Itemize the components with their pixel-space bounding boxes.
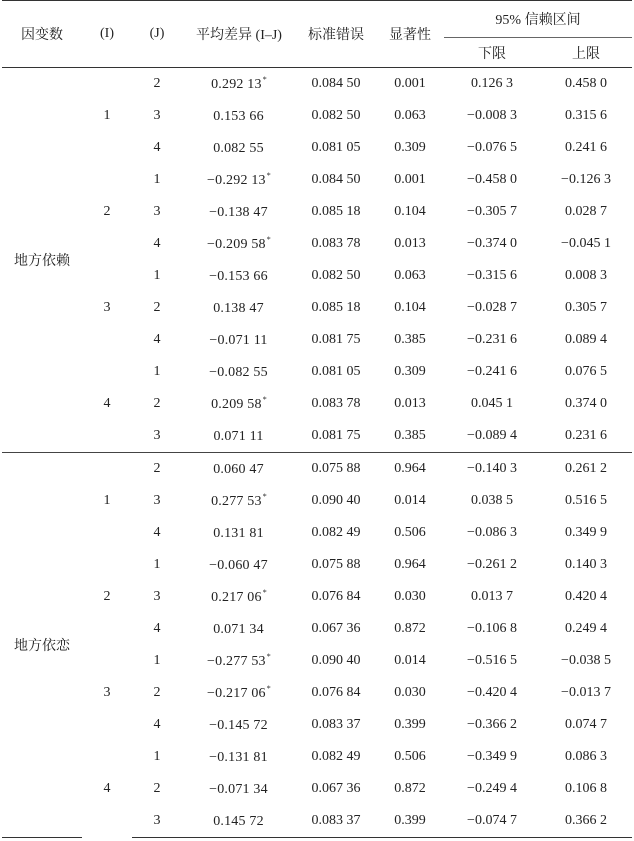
cell-standard-error: 0.075 88 <box>296 453 376 486</box>
cell-j: 4 <box>153 717 161 732</box>
cell-j: 3 <box>153 589 161 604</box>
group-i-label: 1 <box>103 108 111 123</box>
cell-mean-difference <box>182 517 296 549</box>
cell-lower-bound: −0.249 4 <box>467 781 517 796</box>
cell-significance: 0.014 <box>394 653 426 668</box>
significance-star: * <box>262 492 267 501</box>
cell-mean-difference <box>182 356 296 388</box>
cell-significance: 0.506 <box>394 525 426 540</box>
mean-difference-value: 0.292 13 <box>211 77 262 92</box>
table-body <box>2 68 632 838</box>
cell-j: 2 <box>153 300 161 315</box>
cell-lower-bound: −0.315 6 <box>467 268 517 283</box>
cell-upper-bound: 0.349 9 <box>565 525 607 540</box>
cell-lower-bound: −0.261 2 <box>467 557 517 572</box>
cell-standard-error: 0.090 40 <box>311 653 361 668</box>
table-row <box>2 549 632 581</box>
cell-standard-error: 0.081 75 <box>311 332 361 347</box>
cell-standard-error: 0.082 50 <box>311 268 361 283</box>
mean-difference-value: 0.071 11 <box>213 429 264 444</box>
cell-mean-difference <box>182 453 296 486</box>
cell-significance: 0.385 <box>394 332 426 347</box>
cell-j: 3 <box>153 428 161 443</box>
mean-difference-value: −0.292 13 <box>207 173 266 188</box>
mean-difference-value: −0.138 47 <box>209 205 268 220</box>
cell-upper-bound: 0.305 7 <box>565 300 607 315</box>
cell-lower-bound: −0.305 7 <box>467 204 517 219</box>
cell-standard-error: 0.090 40 <box>311 493 361 508</box>
cell-standard-error: 0.082 49 <box>311 525 361 540</box>
cell-lower-bound: −0.420 4 <box>467 685 517 700</box>
cell-standard-error: 0.076 84 <box>311 685 361 700</box>
mean-difference-value: 0.071 34 <box>213 622 264 637</box>
mean-difference-value: −0.217 06 <box>207 686 266 701</box>
cell-significance: 0.309 <box>394 140 426 155</box>
cell-mean-difference <box>182 388 296 420</box>
mean-difference-value: 0.209 58 <box>211 397 262 412</box>
table-row <box>2 68 632 101</box>
cell-j: 3 <box>153 108 161 123</box>
cell-mean-difference <box>182 196 296 228</box>
cell-standard-error: 0.081 75 <box>311 428 361 443</box>
significance-star: * <box>266 684 271 693</box>
cell-significance: 0.063 <box>394 268 426 283</box>
cell-mean-difference <box>182 292 296 324</box>
mean-difference-value: 0.060 47 <box>213 462 264 477</box>
cell-lower-bound: −0.231 6 <box>467 332 517 347</box>
cell-j: 4 <box>153 621 161 636</box>
dependent-variable-label: 地方依赖 <box>14 254 70 269</box>
cell-mean-difference <box>182 420 296 453</box>
mean-difference-value: 0.217 06 <box>211 590 262 605</box>
cell-j: 2 <box>153 396 161 411</box>
cell-significance: 0.964 <box>376 453 444 486</box>
cell-upper-bound: 0.231 6 <box>565 428 607 443</box>
cell-lower-bound: −0.076 5 <box>467 140 517 155</box>
cell-standard-error: 0.085 18 <box>311 204 361 219</box>
cell-j: 3 <box>153 204 161 219</box>
table-row <box>2 645 632 677</box>
mean-difference-value: 0.277 53 <box>211 494 262 509</box>
mean-difference-value: 0.145 72 <box>213 814 264 829</box>
cell-lower-bound: −0.349 9 <box>467 749 517 764</box>
cell-significance: 0.385 <box>394 428 426 443</box>
cell-standard-error: 0.085 18 <box>311 300 361 315</box>
cell-significance: 0.399 <box>394 717 426 732</box>
cell-mean-difference <box>182 260 296 292</box>
cell-significance: 0.506 <box>394 749 426 764</box>
mean-difference-value: −0.060 47 <box>209 558 268 573</box>
mean-difference-value: −0.153 66 <box>209 269 268 284</box>
cell-upper-bound: 0.074 7 <box>565 717 607 732</box>
cell-j: 2 <box>132 453 182 486</box>
cell-lower-bound: −0.458 0 <box>467 172 517 187</box>
cell-significance: 0.063 <box>394 108 426 123</box>
cell-standard-error: 0.081 05 <box>311 140 361 155</box>
cell-mean-difference <box>182 100 296 132</box>
table-row <box>2 260 632 292</box>
cell-mean-difference <box>182 613 296 645</box>
cell-upper-bound: 0.374 0 <box>565 396 607 411</box>
dependent-variable-label: 地方依恋 <box>2 453 82 838</box>
mean-difference-value: −0.071 34 <box>209 782 268 797</box>
header-significance: 显著性 <box>376 1 444 68</box>
cell-j: 1 <box>153 172 161 187</box>
cell-significance: 0.001 <box>394 172 426 187</box>
cell-mean-difference <box>182 645 296 677</box>
cell-upper-bound: −0.038 5 <box>561 653 611 668</box>
group-i-label: 4 <box>103 396 111 411</box>
cell-standard-error: 0.067 36 <box>311 621 361 636</box>
cell-j: 3 <box>153 493 161 508</box>
cell-upper-bound: −0.013 7 <box>561 685 611 700</box>
cell-lower-bound: 0.126 3 <box>471 76 513 91</box>
cell-j: 4 <box>153 140 161 155</box>
cell-upper-bound: 0.106 8 <box>565 781 607 796</box>
cell-standard-error: 0.083 78 <box>311 396 361 411</box>
header-j: (J) <box>132 1 182 68</box>
header-upper-bound: 上限 <box>540 38 632 68</box>
cell-standard-error: 0.082 49 <box>311 749 361 764</box>
group-i-label: 4 <box>103 781 111 797</box>
header-lower-bound: 下限 <box>444 38 540 68</box>
group-i-label: 2 <box>103 204 111 219</box>
cell-upper-bound: 0.086 3 <box>565 749 607 764</box>
cell-upper-bound: 0.366 2 <box>540 805 632 838</box>
cell-significance: 0.872 <box>394 621 426 636</box>
cell-significance: 0.014 <box>394 493 426 508</box>
group-i-label: 2 <box>103 589 111 604</box>
cell-mean-difference <box>182 68 296 101</box>
mean-difference-value: 0.138 47 <box>213 301 264 316</box>
group-i-label: 3 <box>103 300 111 315</box>
cell-standard-error: 0.081 05 <box>311 364 361 379</box>
cell-upper-bound: 0.089 4 <box>565 332 607 347</box>
cell-standard-error: 0.083 37 <box>296 805 376 838</box>
mean-difference-value: 0.131 81 <box>213 526 264 541</box>
cell-j: 1 <box>153 653 161 668</box>
cell-mean-difference <box>182 773 296 805</box>
cell-lower-bound: −0.089 4 <box>467 428 517 443</box>
mean-difference-value: 0.082 55 <box>213 141 264 156</box>
cell-significance: 0.001 <box>394 76 426 91</box>
cell-j: 1 <box>153 749 161 764</box>
cell-upper-bound: 0.249 4 <box>565 621 607 636</box>
table-row <box>2 164 632 196</box>
cell-significance: 0.309 <box>394 364 426 379</box>
mean-difference-value: −0.209 58 <box>207 237 266 252</box>
significance-star: * <box>266 235 271 244</box>
cell-lower-bound: 0.038 5 <box>471 493 513 508</box>
cell-upper-bound: 0.028 7 <box>565 204 607 219</box>
cell-j: 2 <box>153 76 161 91</box>
table-row <box>2 741 632 773</box>
header-i: (I) <box>82 1 132 68</box>
cell-j: 4 <box>153 332 161 347</box>
cell-lower-bound: −0.366 2 <box>467 717 517 732</box>
cell-j: 4 <box>153 525 161 540</box>
cell-lower-bound: −0.086 3 <box>467 525 517 540</box>
cell-significance: 0.030 <box>394 589 426 604</box>
cell-upper-bound: −0.126 3 <box>561 172 611 187</box>
cell-upper-bound: 0.261 2 <box>540 453 632 486</box>
cell-lower-bound: −0.008 3 <box>467 108 517 123</box>
cell-significance: 0.964 <box>394 557 426 572</box>
cell-upper-bound: 0.516 5 <box>565 493 607 508</box>
cell-lower-bound: −0.374 0 <box>467 236 517 251</box>
cell-standard-error: 0.083 37 <box>311 717 361 732</box>
cell-upper-bound: 0.140 3 <box>565 557 607 572</box>
cell-significance: 0.399 <box>376 805 444 838</box>
cell-standard-error: 0.075 88 <box>311 557 361 572</box>
cell-mean-difference <box>182 132 296 164</box>
significance-star: * <box>266 171 271 180</box>
header-dependent-variable: 因变数 <box>2 1 82 68</box>
cell-j: 3 <box>132 805 182 838</box>
cell-standard-error: 0.084 50 <box>311 172 361 187</box>
cell-upper-bound: −0.045 1 <box>561 236 611 251</box>
cell-lower-bound: −0.074 7 <box>444 805 540 838</box>
header-mean-difference: 平均差异 (I–J) <box>182 1 296 68</box>
cell-significance: 0.013 <box>394 396 426 411</box>
cell-standard-error: 0.083 78 <box>311 236 361 251</box>
cell-j: 1 <box>153 268 161 283</box>
cell-significance: 0.013 <box>394 236 426 251</box>
cell-standard-error: 0.082 50 <box>311 108 361 123</box>
significance-star: * <box>262 395 267 404</box>
group-i-label: 3 <box>103 685 111 700</box>
cell-mean-difference <box>182 709 296 741</box>
cell-lower-bound: 0.045 1 <box>471 396 513 411</box>
cell-upper-bound: 0.241 6 <box>565 140 607 155</box>
cell-upper-bound: 0.076 5 <box>565 364 607 379</box>
cell-j: 1 <box>153 557 161 572</box>
cell-lower-bound: −0.028 7 <box>467 300 517 315</box>
significance-star: * <box>262 75 267 84</box>
header-standard-error: 标准错误 <box>296 1 376 68</box>
cell-lower-bound: −0.516 5 <box>467 653 517 668</box>
cell-mean-difference <box>182 164 296 196</box>
cell-lower-bound: −0.140 3 <box>444 453 540 486</box>
mean-difference-value: −0.071 11 <box>209 333 268 348</box>
cell-lower-bound: −0.106 8 <box>467 621 517 636</box>
cell-significance: 0.104 <box>394 204 426 219</box>
cell-mean-difference <box>182 741 296 773</box>
cell-mean-difference <box>182 549 296 581</box>
cell-j: 2 <box>153 781 161 796</box>
cell-significance: 0.104 <box>394 300 426 315</box>
mean-difference-value: −0.277 53 <box>207 654 266 669</box>
mean-difference-value: 0.153 66 <box>213 109 264 124</box>
cell-significance: 0.872 <box>394 781 426 796</box>
cell-j: 2 <box>153 685 161 700</box>
cell-j: 1 <box>153 364 161 379</box>
cell-lower-bound: −0.241 6 <box>467 364 517 379</box>
cell-mean-difference <box>182 581 296 613</box>
mean-difference-value: −0.131 81 <box>209 750 268 765</box>
cell-mean-difference <box>182 677 296 709</box>
cell-significance: 0.030 <box>394 685 426 700</box>
cell-upper-bound: 0.458 0 <box>565 76 607 91</box>
cell-mean-difference <box>182 324 296 356</box>
multiple-comparisons-table <box>2 0 632 838</box>
significance-star: * <box>266 652 271 661</box>
cell-upper-bound: 0.008 3 <box>565 268 607 283</box>
group-i-label: 1 <box>82 453 132 550</box>
cell-mean-difference <box>182 805 296 838</box>
mean-difference-value: −0.145 72 <box>209 718 268 733</box>
cell-upper-bound: 0.420 4 <box>565 589 607 604</box>
header-confidence-interval: 95% 信赖区间 <box>444 1 632 38</box>
table-row <box>2 356 632 388</box>
cell-standard-error: 0.076 84 <box>311 589 361 604</box>
cell-upper-bound: 0.315 6 <box>565 108 607 123</box>
table-row <box>2 453 632 486</box>
mean-difference-value: −0.082 55 <box>209 365 268 380</box>
cell-j: 4 <box>153 236 161 251</box>
table-header <box>2 1 632 68</box>
cell-mean-difference <box>182 228 296 260</box>
cell-lower-bound: 0.013 7 <box>471 589 513 604</box>
cell-mean-difference <box>182 485 296 517</box>
cell-standard-error: 0.084 50 <box>311 76 361 91</box>
significance-star: * <box>262 588 267 597</box>
cell-standard-error: 0.067 36 <box>311 781 361 796</box>
